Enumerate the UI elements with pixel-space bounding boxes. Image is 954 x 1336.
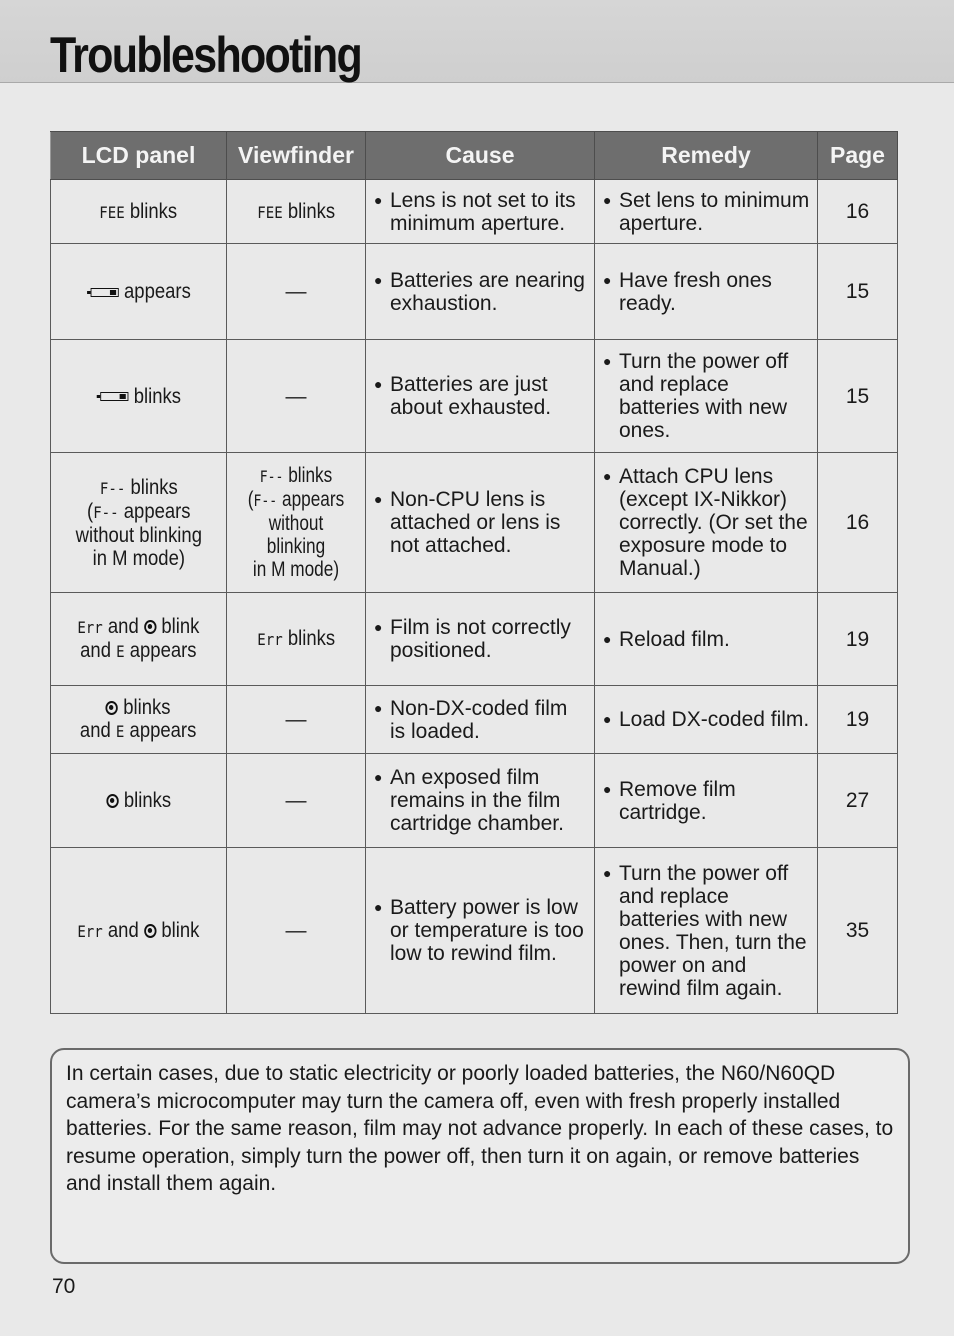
vf-text: blinks: [287, 627, 335, 650]
lcd-text: blink: [161, 918, 200, 942]
lcd-text: without blinking: [75, 523, 202, 547]
page-ref: 15: [818, 244, 898, 340]
viewfinder-cell: —: [227, 754, 366, 848]
lcd-cell: [51, 754, 227, 848]
viewfinder-cell: [227, 180, 366, 244]
bullet-icon: ●: [374, 271, 383, 288]
vf-symbol: F--: [253, 491, 278, 510]
lcd-text: and: [108, 615, 139, 638]
bullet-icon: ●: [374, 899, 383, 915]
cause-text: Lens is not set to its minimum aperture.: [390, 188, 576, 235]
lcd-text: blinks: [130, 475, 178, 499]
table-row: [51, 754, 898, 848]
cause-cell: [366, 593, 595, 686]
table-row: [51, 686, 898, 754]
table-row: [51, 244, 898, 340]
lcd-cell: [51, 848, 227, 1014]
viewfinder-cell: [227, 453, 366, 593]
page-ref: 19: [818, 686, 898, 754]
vf-text: blinks: [287, 199, 335, 223]
remedy-cell: [595, 686, 818, 754]
bullet-icon: ●: [603, 271, 612, 288]
battery-icon: [96, 391, 129, 402]
bullet-icon: ●: [374, 191, 383, 208]
bullet-icon: ●: [603, 353, 612, 369]
lcd-text: blinks: [123, 696, 171, 719]
cause-text: Battery power is low or temperature is too low to rewind film.: [390, 896, 584, 965]
viewfinder-cell: [227, 593, 366, 686]
bullet-icon: ●: [603, 780, 612, 797]
remedy-cell: [595, 340, 818, 453]
page-ref: 27: [818, 754, 898, 848]
table-header-row: [51, 132, 898, 180]
page-ref: 19: [818, 593, 898, 686]
viewfinder-cell: —: [227, 686, 366, 754]
lcd-symbol: Err: [77, 618, 103, 637]
lcd-text: blinks: [123, 789, 171, 812]
vf-text: in M mode): [252, 558, 340, 581]
header-lcd-panel: LCD panel: [51, 132, 227, 180]
bullet-icon: ●: [603, 711, 612, 727]
vf-symbol: F--: [259, 467, 284, 486]
cause-cell: [366, 848, 595, 1014]
cause-text: Batteries are just about exhausted.: [390, 373, 552, 419]
remedy-cell: [595, 180, 818, 244]
header-viewfinder: Viewfinder: [227, 132, 366, 180]
remedy-cell: [595, 848, 818, 1014]
cause-cell: [366, 453, 595, 593]
vf-text: appears: [281, 488, 345, 511]
bullet-icon: ●: [603, 191, 612, 208]
page-number: 70: [52, 1275, 76, 1298]
lcd-symbol: E: [116, 722, 125, 741]
cause-cell: [366, 340, 595, 453]
page-ref: 15: [818, 340, 898, 453]
lcd-text: appears: [123, 499, 191, 523]
lcd-symbol: F--: [99, 478, 126, 498]
page-ref: 35: [818, 848, 898, 1014]
bullet-icon: ●: [603, 468, 612, 484]
remedy-cell: [595, 593, 818, 686]
remedy-cell: [595, 453, 818, 593]
lcd-cell: [51, 180, 227, 244]
header-cause: Cause: [366, 132, 595, 180]
cause-text: Batteries are nearing exhaustion.: [390, 268, 585, 315]
lcd-cell: [51, 340, 227, 453]
lcd-symbol: F--: [92, 502, 119, 522]
bullet-icon: ●: [374, 619, 383, 635]
lcd-text: and: [80, 639, 112, 662]
page-ref: 16: [818, 180, 898, 244]
lcd-cell: [51, 453, 227, 593]
note-text: In certain cases, due to static electricity or poorly loaded batteries, the N60/N60QD camera’s microcomputer may turn the camera off, even with fresh properly installed batteries. For the same reason, film may not advance properly. In each of these cases, to resume operation, simply turn the power off, then turn it on again, or remove batteries and install them again.: [66, 1062, 894, 1195]
troubleshooting-table: [50, 131, 898, 1014]
lcd-cell: [51, 686, 227, 754]
cause-cell: [366, 686, 595, 754]
viewfinder-cell: —: [227, 340, 366, 453]
lcd-cell: [51, 244, 227, 340]
remedy-text: Load DX-coded film.: [619, 708, 810, 731]
lcd-text: appears: [129, 639, 197, 662]
remedy-text: Turn the power off and replace batteries with new ones.: [619, 350, 789, 442]
note-box: [50, 1048, 910, 1264]
cause-text: An exposed film remains in the film cartridge chamber.: [390, 766, 564, 835]
lcd-text: in M mode): [92, 546, 185, 570]
table-row: [51, 453, 898, 593]
viewfinder-cell: —: [227, 244, 366, 340]
header-page: Page: [818, 132, 898, 180]
cause-cell: [366, 180, 595, 244]
lcd-text: blinks: [130, 199, 178, 223]
bullet-icon: ●: [374, 699, 383, 716]
bullet-icon: ●: [374, 491, 383, 507]
lcd-text: blinks: [133, 384, 181, 408]
remedy-text: Have fresh ones ready.: [619, 268, 772, 315]
vf-text: blinks: [288, 464, 333, 487]
lcd-text: and: [108, 918, 139, 942]
remedy-cell: [595, 754, 818, 848]
remedy-text: Attach CPU lens (except IX-Nikkor) correctly. (Or set the exposure mode to Manual.): [619, 465, 808, 580]
lcd-text: blink: [161, 615, 200, 638]
table-row: [51, 340, 898, 453]
viewfinder-cell: —: [227, 848, 366, 1014]
film-icon: [106, 701, 118, 715]
cause-text: Film is not correctly positioned.: [390, 616, 571, 662]
lcd-cell: [51, 593, 227, 686]
table-row: [51, 848, 898, 1014]
vf-symbol: Err: [257, 630, 283, 649]
film-icon: [144, 924, 156, 938]
page-title: Troubleshooting: [50, 27, 362, 83]
lcd-text: appears: [123, 280, 191, 303]
remedy-text: Set lens to minimum aperture.: [619, 188, 810, 235]
header-remedy: Remedy: [595, 132, 818, 180]
lcd-symbol: Err: [77, 921, 103, 941]
cause-text: Non-DX-coded film is loaded.: [390, 696, 568, 743]
vf-text: without blinking: [266, 512, 326, 558]
bullet-icon: ●: [603, 864, 612, 881]
lcd-text: appears: [129, 719, 197, 742]
cause-cell: [366, 754, 595, 848]
remedy-text: Reload film.: [619, 627, 730, 651]
remedy-text: Turn the power off and replace batteries with new ones. Then, turn the power on and rewind film again.: [619, 861, 807, 1000]
lcd-paren: (: [86, 499, 93, 523]
film-icon: [106, 794, 118, 808]
table-row: [51, 180, 898, 244]
table-row: [51, 593, 898, 686]
lcd-text: and: [80, 719, 112, 742]
bullet-icon: ●: [603, 630, 612, 647]
lcd-symbol: E: [116, 642, 125, 661]
battery-icon: [87, 287, 120, 298]
remedy-cell: [595, 244, 818, 340]
remedy-text: Remove film cartridge.: [619, 777, 736, 824]
lcd-symbol: FEE: [99, 202, 126, 222]
page-ref: 16: [818, 453, 898, 593]
bullet-icon: ●: [374, 769, 383, 785]
vf-symbol: FEE: [257, 202, 283, 222]
cause-text: Non-CPU lens is attached or lens is not attached.: [390, 488, 561, 557]
cause-cell: [366, 244, 595, 340]
vf-paren: (: [247, 488, 254, 511]
film-icon: [144, 620, 156, 634]
bullet-icon: ●: [374, 376, 383, 392]
